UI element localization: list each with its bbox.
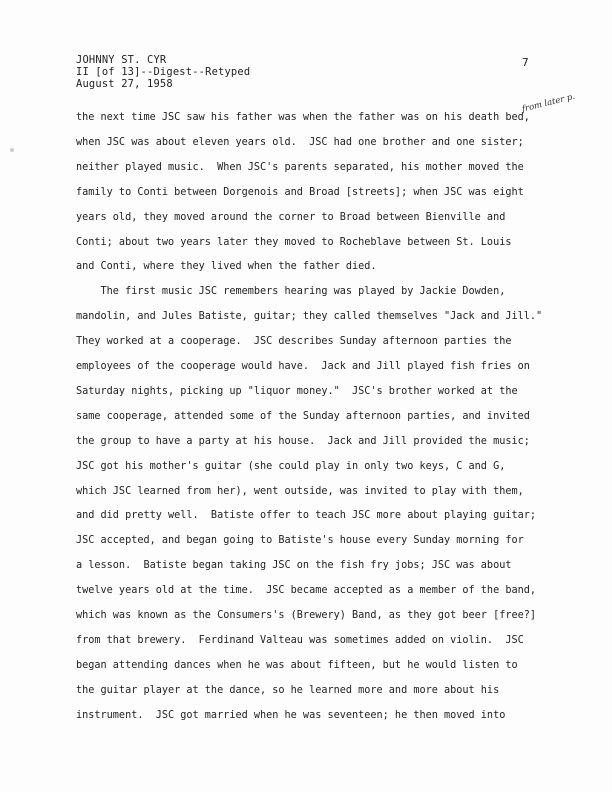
text-line: and Conti, where they lived when the father died. — [76, 261, 377, 273]
page-number: 7 — [522, 56, 529, 69]
text-line: a lesson. Batiste began taking JSC on the fish fry jobs; JSC was about — [76, 560, 512, 572]
text-line: twelve years old at the time. JSC became accepted as a member of the band, — [76, 585, 537, 597]
text-line: which was known as the Consumers's (Brewery) Band, as they got beer [free?] — [76, 610, 537, 621]
text-line: same cooperage, attended some of the Sunday afternoon parties, and invited — [76, 410, 530, 422]
text-line: JSC accepted, and began going to Batiste's house every Sunday morning for — [76, 535, 524, 547]
text-line: neither played music. When JSC's parents separated, his mother moved the — [76, 161, 524, 173]
text-line: when JSC was about eleven years old. JSC had one brother and one sister; — [76, 136, 524, 148]
text-line: and did pretty well. Batiste offer to teach JSC more about playing guitar; — [76, 510, 537, 522]
text-line: Conti; about two years later they moved to Rocheblave between St. Louis — [76, 236, 512, 248]
header-name: JOHNNY ST. CYR — [76, 54, 167, 66]
text-line: which JSC learned from her), went outside, was invited to play with them, — [76, 485, 524, 497]
text-line: the group to have a party at his house. Jack and Jill provided the music; — [76, 435, 530, 447]
header-section: II [of 13]--Digest--Retyped — [76, 66, 251, 78]
document-header — [76, 54, 250, 90]
scan-speck — [10, 148, 14, 152]
text-line: They worked at a cooperage. JSC describes Sunday afternoon parties the — [76, 336, 512, 348]
text-line: The first music JSC remembers hearing was played by Jackie Dowden, — [76, 286, 506, 298]
text-line: employees of the cooperage would have. Jack and Jill played fish fries on — [76, 361, 530, 372]
text-line: the guitar player at the dance, so he learned more and more about his — [76, 684, 500, 696]
text-line: JSC got his mother's guitar (she could play in only two keys, C and G, — [76, 460, 506, 472]
text-line: Saturday nights, picking up "liquor money." JSC's brother worked at the — [76, 385, 518, 397]
text-line: began attending dances when he was about fifteen, but he would listen to — [76, 659, 518, 671]
text-line: instrument. JSC got married when he was seventeen; he then moved into — [76, 709, 506, 721]
handwritten-note: from later p. — [521, 91, 577, 115]
text-line: the next time JSC saw his father was when the father was on his death bed, — [76, 112, 530, 123]
text-line: from that brewery. Ferdinand Valteau was sometimes added on violin. JSC — [76, 634, 524, 646]
text-line: family to Conti between Dorgenois and Broad [streets]; when JSC was eight — [76, 186, 524, 198]
header-date: August 27, 1958 — [76, 78, 173, 90]
text-line: mandolin, and Jules Batiste, guitar; they called themselves "Jack and Jill." — [76, 311, 543, 323]
text-line: years old, they moved around the corner to Broad between Bienville and — [76, 211, 506, 223]
